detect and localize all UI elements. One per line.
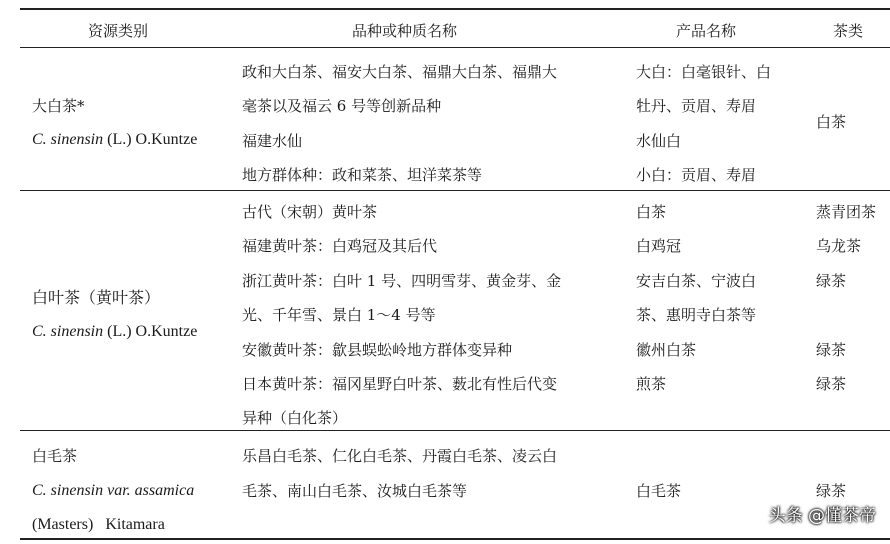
table-top-rule <box>20 8 890 10</box>
group-2-product-line-1: 白茶 <box>636 203 667 221</box>
group-2-variety-line-2: 福建黄叶茶：白鸡冠及其后代 <box>242 237 438 255</box>
group-2-bottom-rule <box>20 430 890 431</box>
group-2-category-4: 绿茶 <box>816 341 847 359</box>
group-2-variety-line-6: 日本黄叶茶：福冈星野白叶茶、薮北有性后代变 <box>242 375 558 393</box>
group-1-variety-line-1: 政和大白茶、福安大白茶、福鼎大白茶、福鼎大 <box>242 63 558 81</box>
group-2-variety-line-3: 浙江黄叶茶：白叶 1 号、四明雪芽、黄金芽、金 <box>242 272 562 290</box>
watermark: 头条 @懂茶帝 <box>768 506 876 526</box>
group-3-latin-authority: (Masters) Kitamara <box>32 516 165 533</box>
group-2-product-line-5: 徽州白茶 <box>636 341 697 359</box>
group-1-product-line-4: 小白：贡眉、寿眉 <box>636 166 757 184</box>
group-3-category: 绿茶 <box>816 482 847 500</box>
group-3-latin-italic: C. sinensin var. assamica <box>32 482 195 499</box>
group-1-category: 白茶 <box>816 113 847 131</box>
group-3-variety-line-1: 乐昌白毛茶、仁化白毛茶、丹霞白毛茶、凌云白 <box>242 447 558 465</box>
group-2-category-3: 绿茶 <box>816 272 847 290</box>
group-2-category-5: 绿茶 <box>816 375 847 393</box>
group-2-product-line-3: 安吉白茶、宁波白 <box>636 272 757 290</box>
header-product-name: 产品名称 <box>676 22 737 40</box>
group-2-variety-line-1: 古代（宋朝）黄叶茶 <box>242 203 378 221</box>
group-2-latin-rest: (L.) O.Kuntze <box>103 323 198 340</box>
group-3-resource-name: 白毛茶 <box>32 447 78 465</box>
header-tea-category: 茶类 <box>833 22 864 40</box>
group-1-variety-line-3: 福建水仙 <box>242 132 303 150</box>
group-2-latin-italic: C. sinensin <box>32 323 104 340</box>
group-1-latin-rest: (L.) O.Kuntze <box>103 131 198 148</box>
group-2-product-line-4: 茶、惠明寺白茶等 <box>636 306 757 324</box>
group-1-variety-line-2: 毫茶以及福云 6 号等创新品种 <box>242 97 442 115</box>
group-2-product-line-6: 煎茶 <box>636 375 667 393</box>
group-1-resource-name: 大白茶* <box>32 97 85 115</box>
group-2-variety-line-5: 安徽黄叶茶：歙县蜈蚣岭地方群体变异种 <box>242 341 513 359</box>
group-1-product-line-3: 水仙白 <box>636 132 682 150</box>
group-2-variety-line-7: 异种（白化茶） <box>242 409 348 427</box>
group-3-product: 白毛茶 <box>636 482 682 500</box>
header-resource-type: 资源类别 <box>88 22 149 40</box>
group-2-category-2: 乌龙茶 <box>816 237 862 255</box>
header-variety-name: 品种或种质名称 <box>352 22 458 40</box>
group-3-latin-name <box>32 481 194 501</box>
group-2-latin-name <box>32 322 197 342</box>
group-1-latin-name <box>32 130 197 150</box>
group-1-bottom-rule <box>20 190 890 191</box>
header-bottom-rule <box>20 47 890 48</box>
group-1-latin-italic: C. sinensin <box>32 131 104 148</box>
group-1-variety-line-4: 地方群体种：政和菜茶、坦洋菜茶等 <box>242 166 483 184</box>
group-2-category-1: 蒸青团茶 <box>816 203 877 221</box>
group-2-variety-line-4: 光、千年雪、景白 1～4 号等 <box>242 306 436 324</box>
group-1-product-line-2: 牡丹、贡眉、寿眉 <box>636 97 757 115</box>
group-3-variety-line-2: 毛茶、南山白毛茶、汝城白毛茶等 <box>242 482 468 500</box>
group-2-product-line-2: 白鸡冠 <box>636 237 682 255</box>
group-1-product-line-1: 大白：白毫银针、白 <box>636 63 772 81</box>
table-bottom-rule <box>20 538 890 540</box>
group-2-resource-name: 白叶茶（黄叶茶） <box>32 288 161 307</box>
